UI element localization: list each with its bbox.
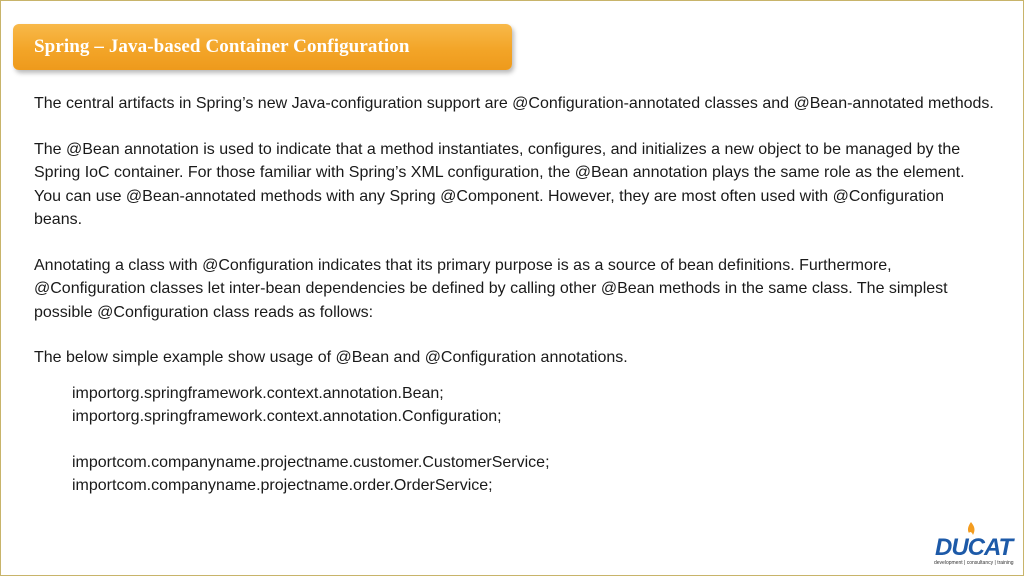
paragraph-1: The central artifacts in Spring’s new Java-configuration support are @Configuration-annotated classes and @Bean-annotated methods. [34,95,994,112]
title-banner [13,24,512,70]
logo-wordmark: DUCAT [935,534,1013,561]
ducat-logo [933,521,1015,569]
code-line-4: importcom.companyname.projectname.customer.CustomerService; [72,453,550,471]
slide-title: Spring – Java-based Container Configuration [34,36,410,57]
paragraph-3: Annotating a class with @Configuration indicates that its primary purpose is as a source of bean definitions. Furthermore, @Configuration classes let inter-bean dependencies be defined by calling other @Bean methods in the same class. The simplest possible @Configuration class reads as follows: [34,256,948,321]
code-line-1: importorg.springframework.context.annotation.Bean; [72,384,444,402]
logo-tagline: development | consultancy | training [934,560,1014,566]
slide-body [34,92,994,498]
code-block [72,382,994,498]
paragraph-2: The @Bean annotation is used to indicate that a method instantiates, configures, and initializes a new object to be managed by the Spring IoC container. For those familiar with Spring’s XML configuration, the @Bean annotation plays the same role as the element. You can use @Bean-annotated methods with any Spring @Component. However, they are most often used with @Configuration beans. [34,140,965,228]
paragraph-4: The below simple example show usage of @Bean and @Configuration annotations. [34,349,628,366]
code-line-2: importorg.springframework.context.annotation.Configuration; [72,408,502,425]
code-spacer [72,429,994,451]
code-line-5: importcom.companyname.projectname.order.OrderService; [72,477,493,494]
